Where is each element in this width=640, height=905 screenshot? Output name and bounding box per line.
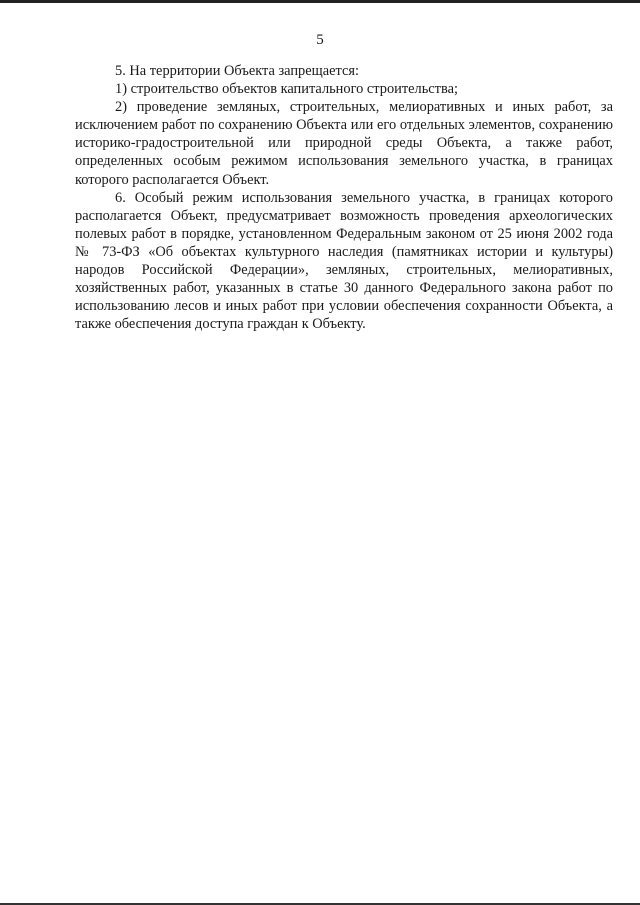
paragraph-subitem-2: 2) проведение земляных, строительных, мелиоративных и иных работ, за исключением работ по сохранению Объекта или его отдельных элементов, сохранению историко-градостроительной или природной среды Объекта, а также работ, определенных особым режимом использования земельного участка, в границах которого располагается Объект.: [75, 99, 613, 188]
paragraph-item-5-heading: 5. На территории Объекта запрещается:: [115, 63, 359, 79]
paragraph-item-6: 6. Особый режим использования земельного участка, в границах которого располагается Объект, предусматривает возможность проведения археологических полевых работ в порядке, установленном Федеральным законом от 25 июня 2002 года № 73-ФЗ «Об объектах культурного наследия (памятниках истории и культуры) народов Российской Федерации», земляных, строительных, мелиоративных, хозяйственных работ, указанных в статье 30 данного Федерального закона работ по использованию лесов и иных работ при условии обеспечения сохранности Объекта, а также обеспечения доступа граждан к Объекту.: [75, 189, 613, 333]
scan-edge-top: [0, 0, 640, 3]
document-body: [75, 62, 613, 333]
page-number: 5: [316, 32, 324, 48]
paragraph-subitem-1: 1) строительство объектов капитального строительства;: [115, 81, 458, 98]
